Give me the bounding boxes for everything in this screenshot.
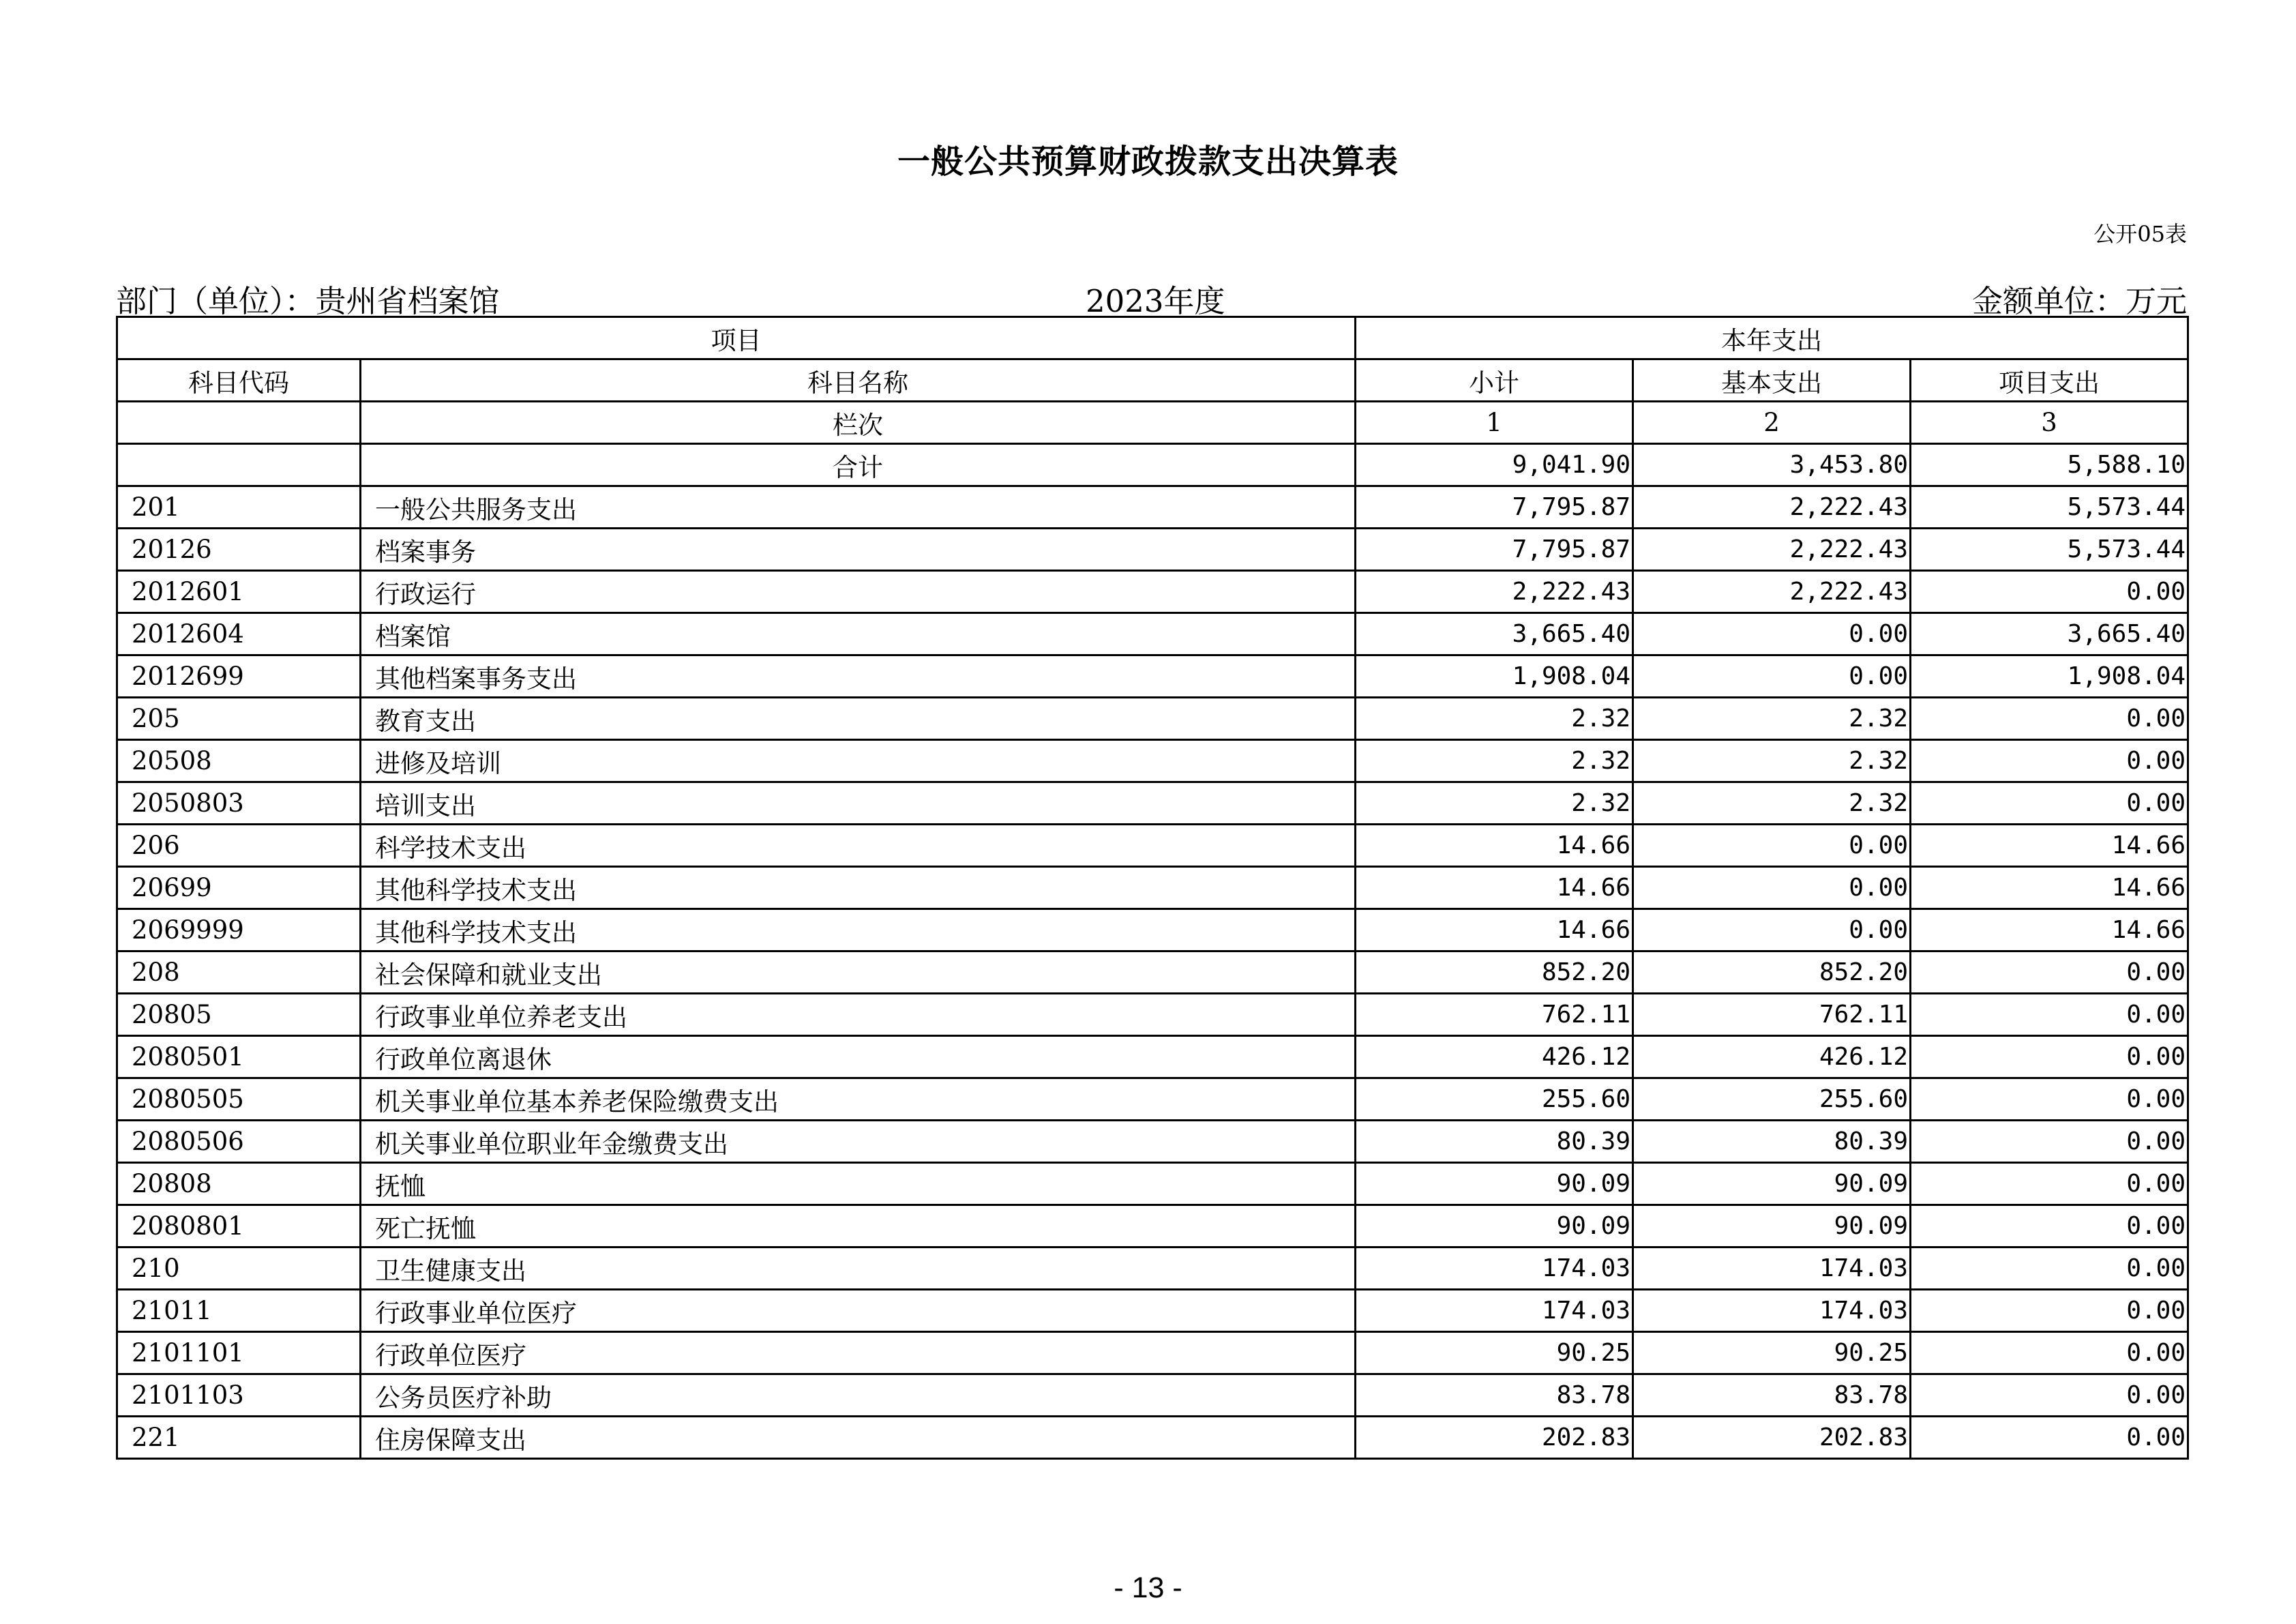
cell-subtotal: 1,908.04 xyxy=(1356,655,1633,698)
cell-name: 公务员医疗补助 xyxy=(361,1374,1356,1417)
cell-project: 0.00 xyxy=(1911,571,2188,613)
cell-basic: 0.00 xyxy=(1633,655,1911,698)
cell-project: 14.66 xyxy=(1911,867,2188,909)
cell-name: 培训支出 xyxy=(361,782,1356,825)
cell-name: 其他科学技术支出 xyxy=(361,867,1356,909)
table-row xyxy=(117,1247,2188,1290)
cell-basic: 255.60 xyxy=(1633,1078,1911,1121)
table-row xyxy=(117,825,2188,867)
cell-code: 2069999 xyxy=(117,909,361,951)
cell-project: 5,573.44 xyxy=(1911,486,2188,529)
cell-project: 0.00 xyxy=(1911,1332,2188,1374)
total-subtotal: 9,041.90 xyxy=(1356,444,1633,486)
cell-name: 进修及培训 xyxy=(361,740,1356,782)
cell-name: 档案馆 xyxy=(361,613,1356,655)
header-subtotal: 小计 xyxy=(1356,359,1633,402)
cell-basic: 2,222.43 xyxy=(1633,486,1911,529)
table-row xyxy=(117,486,2188,529)
cell-code: 2080505 xyxy=(117,1078,361,1121)
cell-name: 其他科学技术支出 xyxy=(361,909,1356,951)
total-label: 合计 xyxy=(361,444,1356,486)
expenditure-table xyxy=(116,316,2189,1460)
table-row xyxy=(117,1374,2188,1417)
cell-project: 14.66 xyxy=(1911,825,2188,867)
cell-code: 20808 xyxy=(117,1163,361,1205)
cell-subtotal: 2,222.43 xyxy=(1356,571,1633,613)
cell-basic: 0.00 xyxy=(1633,909,1911,951)
cell-subtotal: 80.39 xyxy=(1356,1121,1633,1163)
cell-code: 205 xyxy=(117,698,361,740)
cell-project: 0.00 xyxy=(1911,1290,2188,1332)
cell-basic: 426.12 xyxy=(1633,1036,1911,1078)
cell-name: 行政事业单位养老支出 xyxy=(361,994,1356,1036)
cell-name: 住房保障支出 xyxy=(361,1417,1356,1459)
cell-code: 2080506 xyxy=(117,1121,361,1163)
cell-subtotal: 174.03 xyxy=(1356,1247,1633,1290)
cell-basic: 90.09 xyxy=(1633,1163,1911,1205)
cell-basic: 2,222.43 xyxy=(1633,571,1911,613)
header-basic: 基本支出 xyxy=(1633,359,1911,402)
cell-basic: 80.39 xyxy=(1633,1121,1911,1163)
cell-name: 行政运行 xyxy=(361,571,1356,613)
cell-project: 0.00 xyxy=(1911,1078,2188,1121)
cell-code: 2050803 xyxy=(117,782,361,825)
index-2: 2 xyxy=(1633,402,1911,444)
table-row xyxy=(117,1163,2188,1205)
cell-name: 卫生健康支出 xyxy=(361,1247,1356,1290)
cell-project: 0.00 xyxy=(1911,994,2188,1036)
table-row xyxy=(117,1417,2188,1459)
header-item-group: 项目 xyxy=(117,317,1356,359)
page-number: - 13 - xyxy=(1114,1571,1182,1604)
index-3: 3 xyxy=(1911,402,2188,444)
cell-code: 20699 xyxy=(117,867,361,909)
form-number: 公开05表 xyxy=(2093,221,2187,247)
table-row xyxy=(117,571,2188,613)
cell-subtotal: 83.78 xyxy=(1356,1374,1633,1417)
cell-basic: 83.78 xyxy=(1633,1374,1911,1417)
table-row xyxy=(117,1078,2188,1121)
cell-project: 0.00 xyxy=(1911,1163,2188,1205)
cell-code: 2012601 xyxy=(117,571,361,613)
total-code-cell xyxy=(117,444,361,486)
cell-subtotal: 14.66 xyxy=(1356,867,1633,909)
cell-name: 机关事业单位基本养老保险缴费支出 xyxy=(361,1078,1356,1121)
cell-name: 科学技术支出 xyxy=(361,825,1356,867)
table-row xyxy=(117,698,2188,740)
cell-code: 206 xyxy=(117,825,361,867)
table-row xyxy=(117,1332,2188,1374)
cell-basic: 90.09 xyxy=(1633,1205,1911,1247)
cell-code: 208 xyxy=(117,951,361,994)
table-row xyxy=(117,1205,2188,1247)
cell-subtotal: 852.20 xyxy=(1356,951,1633,994)
table-row xyxy=(117,909,2188,951)
index-code-cell xyxy=(117,402,361,444)
cell-name: 档案事务 xyxy=(361,529,1356,571)
table-row xyxy=(117,655,2188,698)
fiscal-year: 2023年度 xyxy=(1086,283,1225,319)
cell-subtotal: 202.83 xyxy=(1356,1417,1633,1459)
total-row xyxy=(117,444,2188,486)
cell-project: 0.00 xyxy=(1911,1374,2188,1417)
page-title: 一般公共预算财政拨款支出决算表 xyxy=(897,143,1399,181)
cell-basic: 174.03 xyxy=(1633,1247,1911,1290)
table-row xyxy=(117,867,2188,909)
table-row xyxy=(117,529,2188,571)
cell-basic: 762.11 xyxy=(1633,994,1911,1036)
cell-project: 14.66 xyxy=(1911,909,2188,951)
cell-name: 其他档案事务支出 xyxy=(361,655,1356,698)
cell-code: 2012699 xyxy=(117,655,361,698)
cell-subtotal: 90.09 xyxy=(1356,1205,1633,1247)
total-project: 5,588.10 xyxy=(1911,444,2188,486)
cell-code: 20805 xyxy=(117,994,361,1036)
cell-name: 死亡抚恤 xyxy=(361,1205,1356,1247)
cell-project: 0.00 xyxy=(1911,1247,2188,1290)
cell-basic: 2.32 xyxy=(1633,782,1911,825)
total-basic: 3,453.80 xyxy=(1633,444,1911,486)
cell-code: 221 xyxy=(117,1417,361,1459)
cell-name: 机关事业单位职业年金缴费支出 xyxy=(361,1121,1356,1163)
cell-subtotal: 14.66 xyxy=(1356,909,1633,951)
cell-subtotal: 2.32 xyxy=(1356,698,1633,740)
cell-basic: 2.32 xyxy=(1633,698,1911,740)
header-code: 科目代码 xyxy=(117,359,361,402)
cell-subtotal: 2.32 xyxy=(1356,782,1633,825)
cell-name: 行政单位医疗 xyxy=(361,1332,1356,1374)
table-row xyxy=(117,782,2188,825)
cell-name: 教育支出 xyxy=(361,698,1356,740)
cell-basic: 0.00 xyxy=(1633,867,1911,909)
cell-name: 抚恤 xyxy=(361,1163,1356,1205)
cell-subtotal: 7,795.87 xyxy=(1356,529,1633,571)
cell-subtotal: 174.03 xyxy=(1356,1290,1633,1332)
cell-code: 2012604 xyxy=(117,613,361,655)
cell-project: 0.00 xyxy=(1911,1121,2188,1163)
cell-basic: 0.00 xyxy=(1633,613,1911,655)
table-row xyxy=(117,994,2188,1036)
cell-project: 3,665.40 xyxy=(1911,613,2188,655)
cell-project: 0.00 xyxy=(1911,951,2188,994)
cell-subtotal: 2.32 xyxy=(1356,740,1633,782)
cell-code: 2101103 xyxy=(117,1374,361,1417)
header-project: 项目支出 xyxy=(1911,359,2188,402)
cell-name: 行政单位离退休 xyxy=(361,1036,1356,1078)
table-row xyxy=(117,613,2188,655)
amount-unit: 金额单位：万元 xyxy=(1971,283,2187,319)
table-row xyxy=(117,1036,2188,1078)
cell-name: 行政事业单位医疗 xyxy=(361,1290,1356,1332)
cell-project: 0.00 xyxy=(1911,698,2188,740)
cell-code: 2080801 xyxy=(117,1205,361,1247)
cell-basic: 0.00 xyxy=(1633,825,1911,867)
cell-code: 20126 xyxy=(117,529,361,571)
cell-project: 0.00 xyxy=(1911,740,2188,782)
cell-code: 20508 xyxy=(117,740,361,782)
cell-name: 社会保障和就业支出 xyxy=(361,951,1356,994)
cell-code: 2101101 xyxy=(117,1332,361,1374)
header-expense-group: 本年支出 xyxy=(1356,317,2188,359)
cell-subtotal: 90.25 xyxy=(1356,1332,1633,1374)
header-name: 科目名称 xyxy=(361,359,1356,402)
index-row xyxy=(117,402,2188,444)
department-label: 部门（单位）：贵州省档案馆 xyxy=(116,283,500,319)
cell-subtotal: 14.66 xyxy=(1356,825,1633,867)
cell-code: 201 xyxy=(117,486,361,529)
table-row xyxy=(117,951,2188,994)
table-row xyxy=(117,740,2188,782)
table-row xyxy=(117,1290,2188,1332)
cell-project: 0.00 xyxy=(1911,782,2188,825)
cell-subtotal: 255.60 xyxy=(1356,1078,1633,1121)
cell-code: 2080501 xyxy=(117,1036,361,1078)
cell-name: 一般公共服务支出 xyxy=(361,486,1356,529)
cell-subtotal: 90.09 xyxy=(1356,1163,1633,1205)
cell-code: 210 xyxy=(117,1247,361,1290)
cell-project: 0.00 xyxy=(1911,1036,2188,1078)
cell-basic: 202.83 xyxy=(1633,1417,1911,1459)
cell-basic: 90.25 xyxy=(1633,1332,1911,1374)
index-label: 栏次 xyxy=(361,402,1356,444)
cell-project: 0.00 xyxy=(1911,1417,2188,1459)
cell-subtotal: 3,665.40 xyxy=(1356,613,1633,655)
cell-code: 21011 xyxy=(117,1290,361,1332)
cell-basic: 174.03 xyxy=(1633,1290,1911,1332)
index-1: 1 xyxy=(1356,402,1633,444)
table-row xyxy=(117,1121,2188,1163)
cell-basic: 2.32 xyxy=(1633,740,1911,782)
cell-basic: 852.20 xyxy=(1633,951,1911,994)
cell-project: 1,908.04 xyxy=(1911,655,2188,698)
header-row-columns xyxy=(117,359,2188,402)
cell-subtotal: 7,795.87 xyxy=(1356,486,1633,529)
cell-subtotal: 762.11 xyxy=(1356,994,1633,1036)
cell-project: 5,573.44 xyxy=(1911,529,2188,571)
cell-subtotal: 426.12 xyxy=(1356,1036,1633,1078)
header-row-group xyxy=(117,317,2188,359)
cell-basic: 2,222.43 xyxy=(1633,529,1911,571)
cell-project: 0.00 xyxy=(1911,1205,2188,1247)
